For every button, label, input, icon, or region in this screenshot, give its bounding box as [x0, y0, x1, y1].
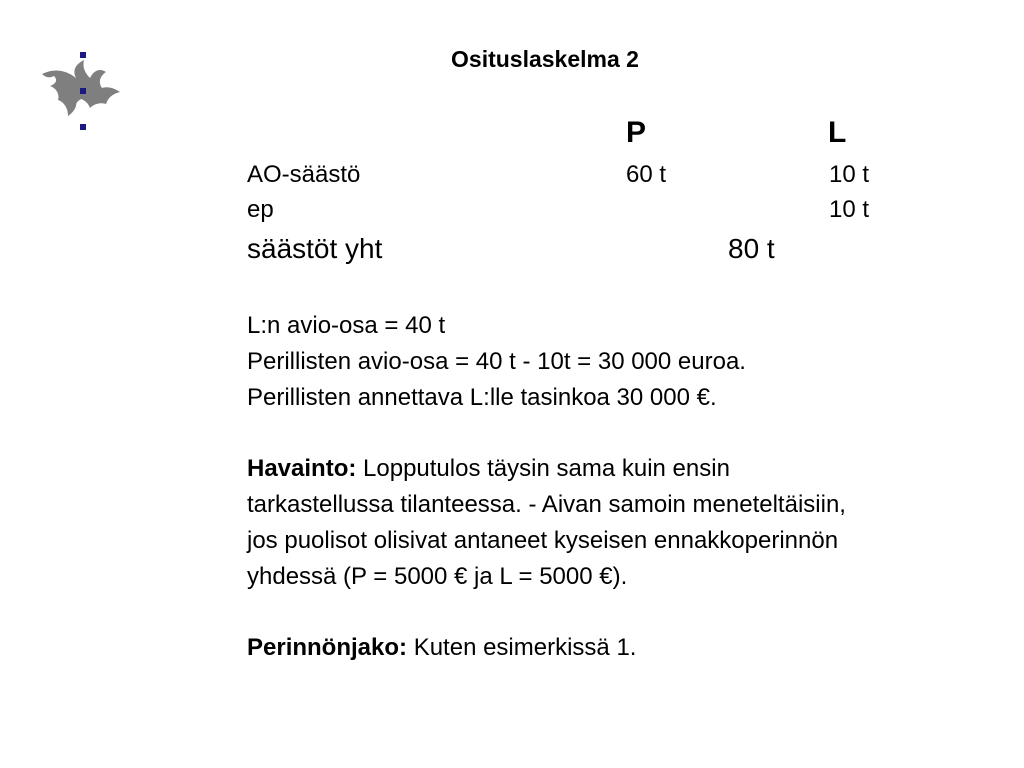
column-header-p: P — [626, 116, 647, 149]
row-value-l-ao-saasto: 10 t — [829, 161, 870, 188]
row-value-l-ep: 10 t — [829, 196, 870, 223]
calculation-block — [247, 308, 746, 416]
observation-text-4: yhdessä (P = 5000 € ja L = 5000 €). — [247, 563, 628, 590]
column-header-l: L — [828, 116, 847, 149]
total-value: 80 t — [728, 233, 775, 264]
observation-text-2: tarkastellussa tilanteessa. - Aivan samoin meneteltäisiin, — [247, 491, 846, 518]
total-label: säästöt yht — [247, 233, 383, 264]
line-perillisten-avio-osa: Perillisten avio-osa = 40 t - 10t = 30 000 euroa. — [247, 348, 746, 375]
line-avio-osa: L:n avio-osa = 40 t — [247, 312, 446, 339]
line-tasinko: Perillisten annettava L:lle tasinkoa 30 000 €. — [247, 384, 717, 411]
division-block — [247, 630, 636, 666]
row-label-ao-saasto: AO-säästö — [247, 161, 361, 188]
division-label: Perinnönjako: — [247, 634, 408, 661]
observation-label: Havainto: — [247, 455, 357, 482]
slide-title: Osituslaskelma 2 — [451, 46, 639, 72]
row-value-p-ao-saasto: 60 t — [626, 161, 667, 188]
observation-text-3: jos puolisot olisivat antaneet kyseisen ennakkoperinnön — [247, 527, 839, 554]
observation-text-1: Lopputulos täysin sama kuin ensin — [356, 455, 730, 482]
division-text: Kuten esimerkissä 1. — [407, 634, 637, 661]
row-label-ep: ep — [247, 196, 274, 223]
observation-block — [247, 451, 846, 595]
